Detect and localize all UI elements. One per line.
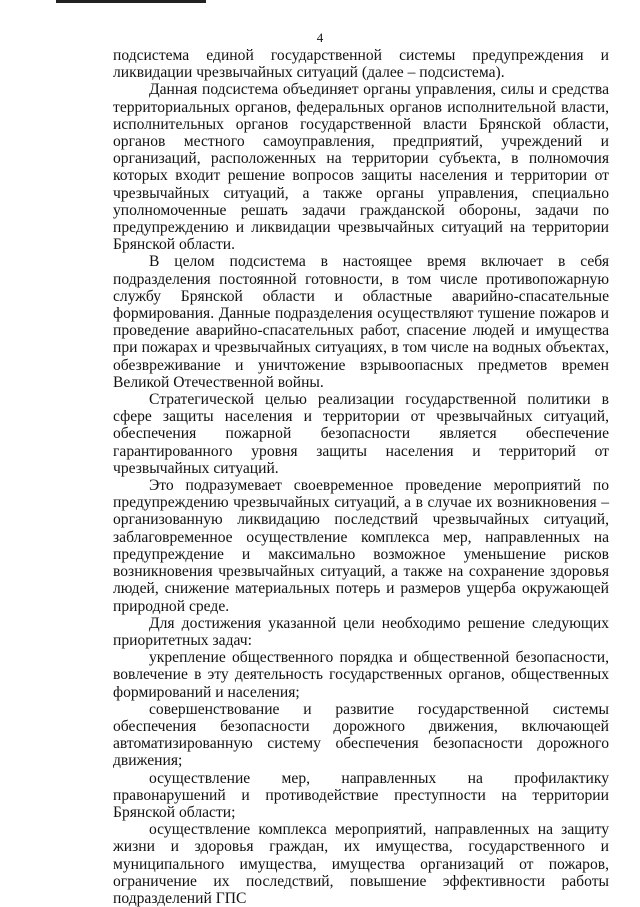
- paragraph: Данная подсистема объединяет органы управления, силы и средства территориальных органов, федеральных органов исполнительной власти, исполнительных органов государственной власти Брянской области, органов местного самоуправления, предприятий, учреждений и организаций, расположенных на территории субъекта, в полномочия которых входит решение вопросов защиты населения и территории от чрезвычайных ситуаций, а также органы управления, специально уполномоченные решать задачи гражданской обороны, задачи по предупреждению и ликвидации чрезвычайных ситуаций на территории Брянской области.: [113, 81, 609, 254]
- page-number: 4: [316, 30, 324, 45]
- paragraph: Стратегической целью реализации государственной политики в сфере защиты населения и территории от чрезвычайных ситуаций, обеспечения пожарной безопасности является обеспечение гарантированного уровня защиты населения и территорий от чрезвычайных ситуаций.: [113, 391, 609, 477]
- list-item: укрепление общественного порядка и общественной безопасности, вовлечение в эту деятельность государственных органов, общественных формирований и населения;: [113, 649, 609, 701]
- list-item: совершенствование и развитие государственной системы обеспечения безопасности дорожного движения, включающей автоматизированную систему обеспечения безопасности дорожного движения;: [113, 700, 609, 770]
- scan-edge-line: [56, 0, 206, 3]
- paragraph: В целом подсистема в настоящее время включает в себя подразделения постоянной готовности, в том числе противопожарную службу Брянской области и областные аварийно-спасательные формирования. Данные подразделения осуществляют тушение пожаров и проведение аварийно-спасательных работ, спасение людей и имущества при пожарах и чрезвычайных ситуациях, в том числе на водных объектах, обезвреживание и уничтожение взрывоопасных предметов времен Великой Отечественной войны.: [113, 253, 609, 391]
- document-body: [113, 47, 609, 907]
- list-item: осуществление мер, направленных на профилактику правонарушений и противодействие преступности на территории Брянской области;: [113, 769, 609, 821]
- list-item: осуществление комплекса мероприятий, направленных на защиту жизни и здоровья граждан, их имущества, государственного и муниципального имущества, имущества организаций от пожаров, ограничение их последствий, повышение эффективности работы подразделений ГПС: [113, 821, 609, 907]
- paragraph: подсистема единой государственной системы предупреждения и ликвидации чрезвычайных ситуаций (далее – подсистема).: [113, 47, 609, 82]
- paragraph: Это подразумевает своевременное проведение мероприятий по предупреждению чрезвычайных ситуаций, а в случае их возникновения – организованную ликвидацию последствий чрезвычайных ситуаций, заблаговременное осуществление комплекса мер, направленных на предупреждение и максимально возможное уменьшение рисков возникновения чрезвычайных ситуаций, а также на сохранение здоровья людей, снижение материальных потерь и размеров ущерба окружающей природной среде.: [113, 477, 609, 615]
- paragraph: Для достижения указанной цели необходимо решение следующих приоритетных задач:: [113, 614, 609, 649]
